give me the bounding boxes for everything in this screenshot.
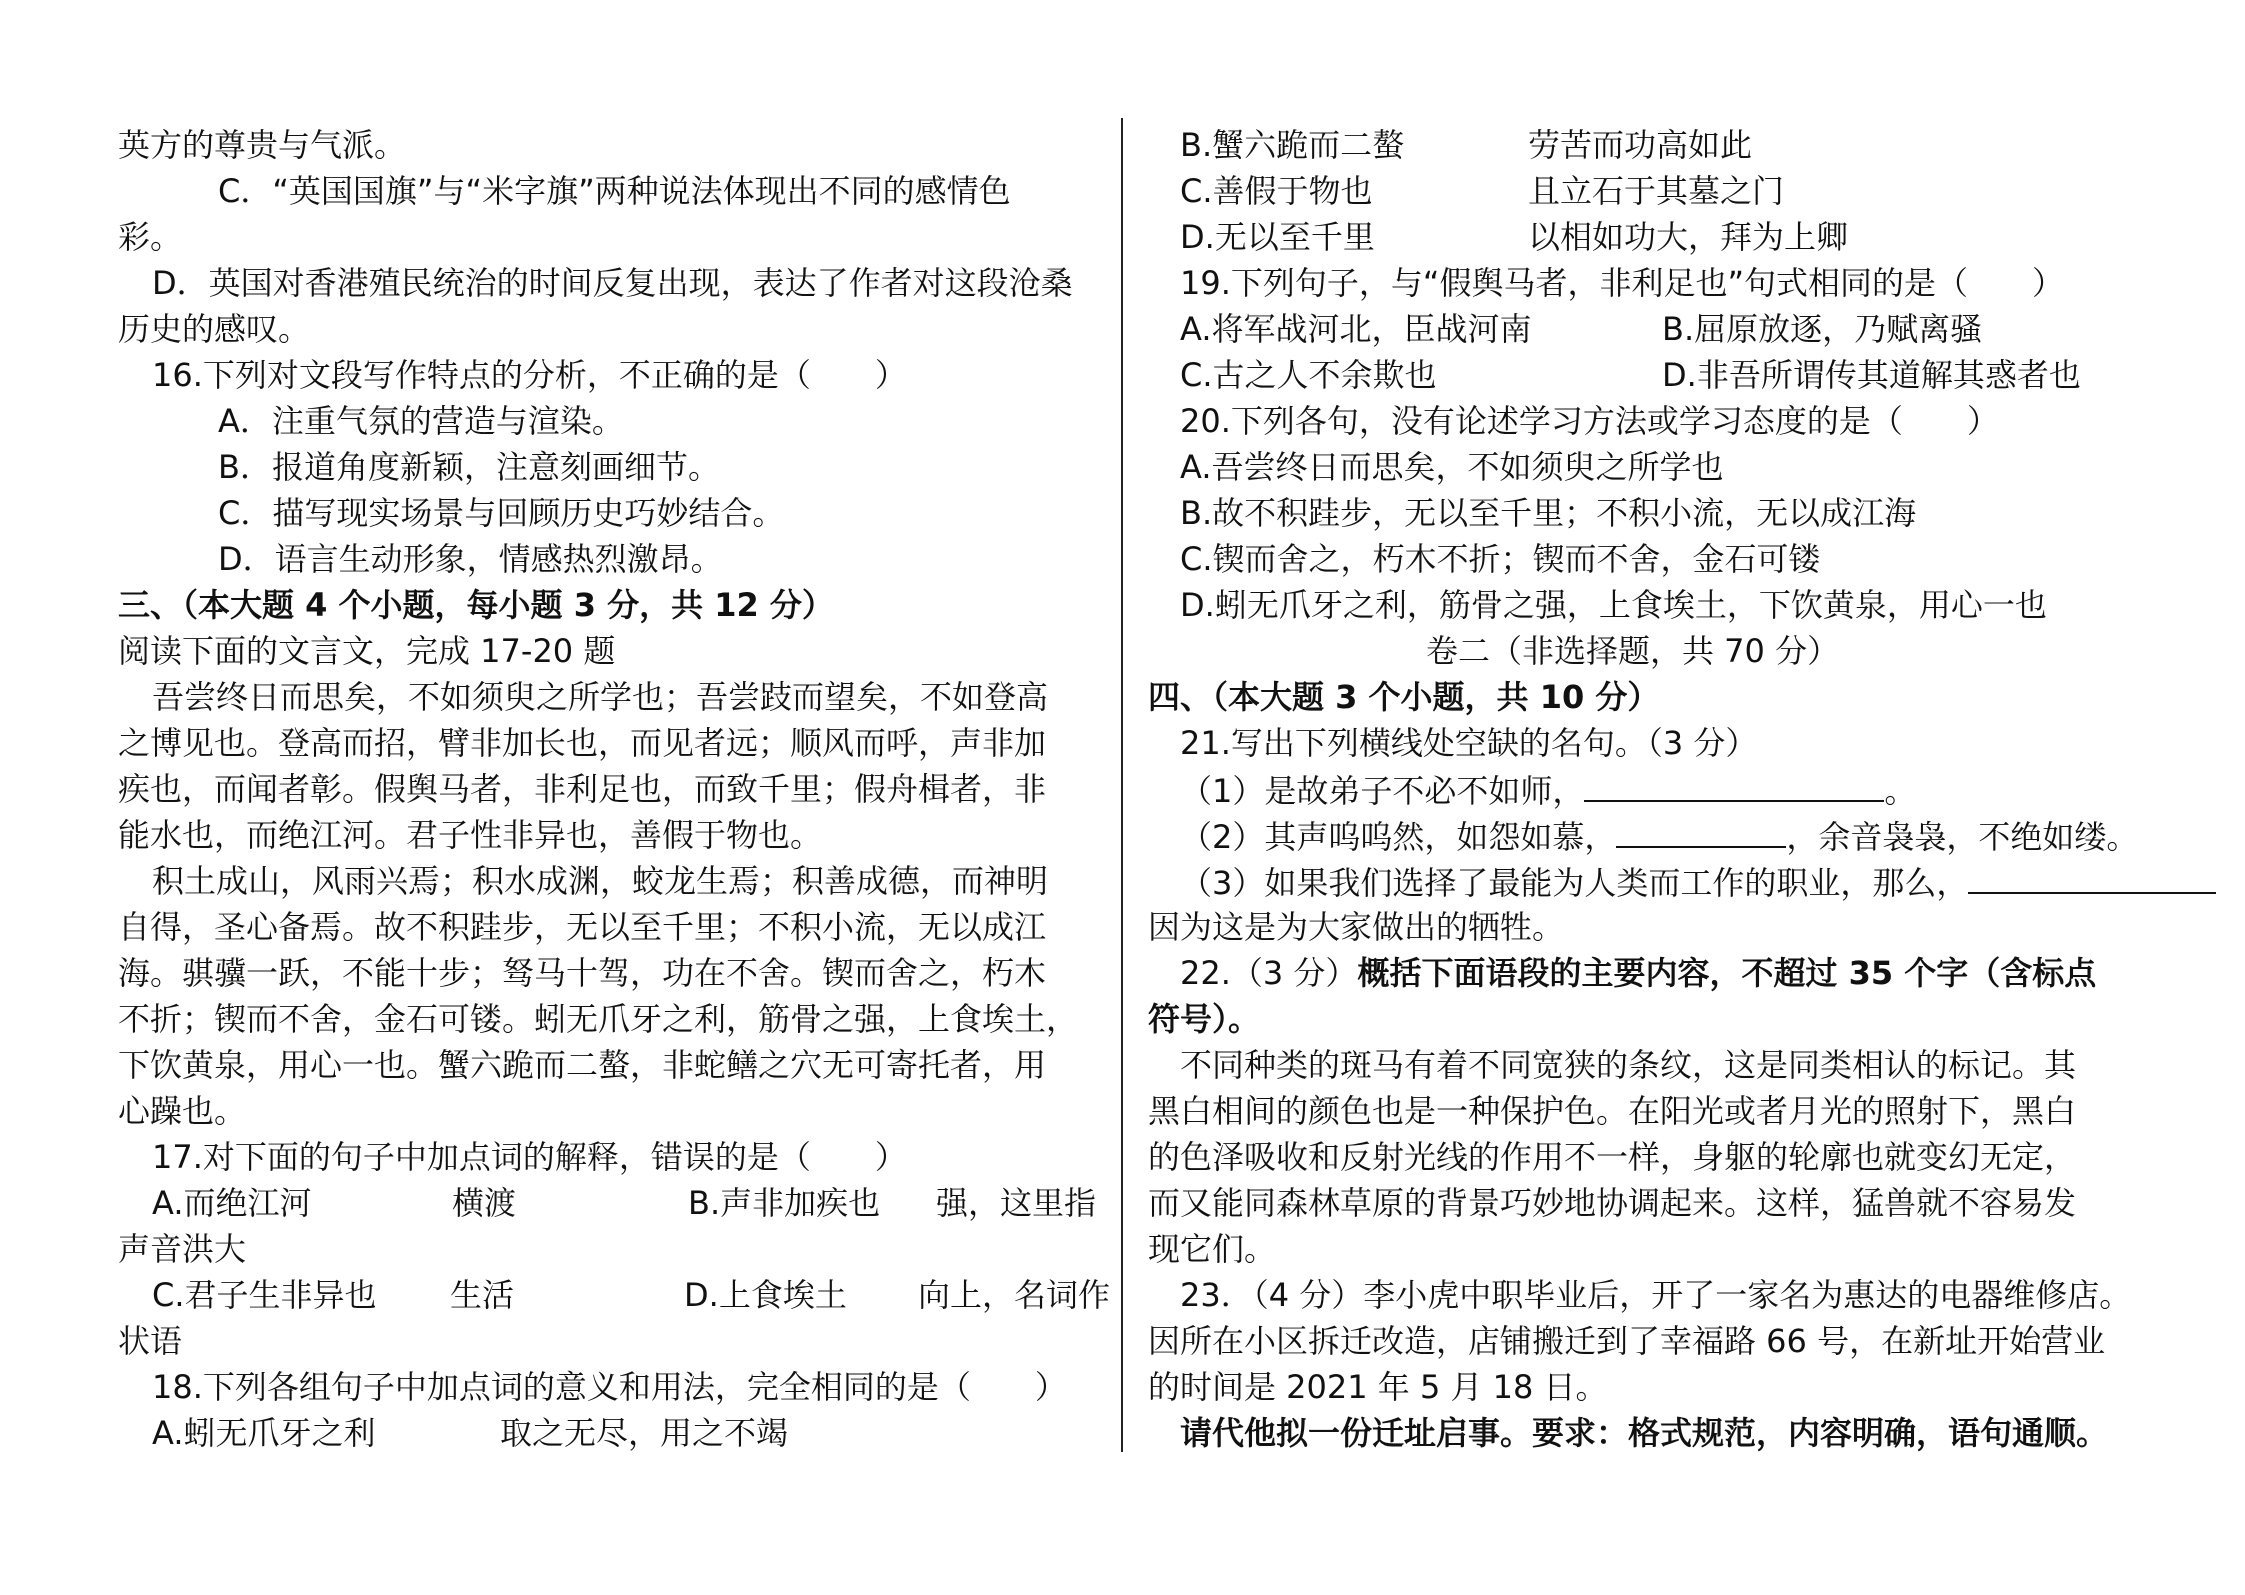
question-20: 20.下列各句，没有论述学习方法或学习态度的是（ ） <box>1180 402 1999 440</box>
option-b-pair: 劳苦而功高如此 <box>1528 126 1753 164</box>
option-a: A.将军战河北，臣战河南 <box>1180 310 1532 348</box>
option-a: A.吾尝终日而思矣，不如须臾之所学也 <box>1180 448 1724 486</box>
question-22-prompt-cont: 符号）。 <box>1148 1000 1261 1038</box>
section-heading-3: 三、（本大题 4 个小题，每小题 3 分，共 12 分） <box>118 586 834 624</box>
passage-line: 现它们。 <box>1148 1230 1277 1268</box>
text-line: 彩。 <box>118 218 183 256</box>
option-b: B.声非加疾也 <box>688 1184 881 1222</box>
passage-line: 不同种类的斑马有着不同宽狭的条纹，这是同类相认的标记。其 <box>1180 1046 2077 1084</box>
column-divider <box>1121 118 1123 1452</box>
option-b: B.屈原放逐，乃赋离骚 <box>1662 310 1983 348</box>
option-a-gloss: 横渡 <box>452 1184 517 1222</box>
option-a: A.而绝江河 <box>152 1184 312 1222</box>
item-2 <box>1180 812 2138 858</box>
passage-line: 海。骐骥一跃，不能十步；驽马十驾，功在不舍。锲而舍之，朽木 <box>118 954 1047 992</box>
option-a: A．注重气氛的营造与渲染。 <box>218 402 624 440</box>
passage-line: 疾也，而闻者彰。假舆马者，非利足也，而致千里；假舟楫者，非 <box>118 770 1047 808</box>
question-22-score: 22.（3 分） <box>1180 954 1358 992</box>
item-3 <box>1180 858 2216 904</box>
instruction: 阅读下面的文言文，完成 17-20 题 <box>118 632 616 670</box>
option-c: C．描写现实场景与回顾历史巧妙结合。 <box>218 494 785 532</box>
item-2-end: ，余音袅袅，不绝如缕。 <box>1786 818 2139 856</box>
option-c: C.善假于物也 <box>1180 172 1373 210</box>
passage-line: 不折；锲而不舍，金石可镂。蚓无爪牙之利，筋骨之强，上食埃土， <box>118 1000 1079 1038</box>
option-d-gloss-cont: 状语 <box>118 1322 183 1360</box>
item-2-text: （2）其声呜呜然，如怨如慕， <box>1180 818 1617 856</box>
passage-line: 心躁也。 <box>118 1092 247 1130</box>
option-d: D.上食埃土 <box>684 1276 847 1314</box>
item-1 <box>1180 766 1916 812</box>
question-23: 23．（4 分）李小虎中职毕业后，开了一家名为惠达的电器维修店。 <box>1180 1276 2132 1314</box>
option-d: D.无以至千里 <box>1180 218 1375 256</box>
option-b: B．报道角度新颖，注意刻画细节。 <box>218 448 720 486</box>
item-3-cont: 因为这是为大家做出的牺牲。 <box>1148 908 1565 946</box>
passage-line: 的色泽吸收和反射光线的作用不一样，身躯的轮廓也就变幻无定， <box>1148 1138 2077 1176</box>
passage-line: 自得，圣心备焉。故不积跬步，无以至千里；不积小流，无以成江 <box>118 908 1047 946</box>
option-c: C.君子生非异也 <box>152 1276 377 1314</box>
option-b-gloss-cont: 声音洪大 <box>118 1230 247 1268</box>
text-line: 英方的尊贵与气派。 <box>118 126 407 164</box>
option-b: B.蟹六跪而二螯 <box>1180 126 1405 164</box>
text-line: C．“英国国旗”与“米字旗”两种说法体现出不同的感情色 <box>218 172 1011 210</box>
passage-line: 能水也，而绝江河。君子性非异也，善假于物也。 <box>118 816 823 854</box>
option-a: A.蚓无爪牙之利 <box>152 1414 376 1452</box>
text-line: 历史的感叹。 <box>118 310 311 348</box>
passage-line: 吾尝终日而思矣，不如须臾之所学也；吾尝跂而望矣，不如登高 <box>152 678 1049 716</box>
option-c: C.古之人不余欺也 <box>1180 356 1437 394</box>
passage-line: 黑白相间的颜色也是一种保护色。在阳光或者月光的照射下，黑白 <box>1148 1092 2077 1130</box>
question-19: 19.下列句子，与“假舆马者，非利足也”句式相同的是（ ） <box>1180 264 2065 302</box>
text-line: D．英国对香港殖民统治的时间反复出现，表达了作者对这段沧桑 <box>152 264 1073 302</box>
option-c-gloss: 生活 <box>450 1276 515 1314</box>
question-16: 16.下列对文段写作特点的分析，不正确的是（ ） <box>152 356 907 394</box>
question-17: 17.对下面的句子中加点词的解释，错误的是（ ） <box>152 1138 907 1176</box>
option-d-pair: 以相如功大，拜为上卿 <box>1528 218 1849 256</box>
question-23-cont: 的时间是 2021 年 5 月 18 日。 <box>1148 1368 1608 1406</box>
item-1-end: 。 <box>1884 772 1917 810</box>
question-23-cont: 因所在小区拆迁改造，店铺搬迁到了幸福路 66 号，在新址开始营业 <box>1148 1322 2106 1360</box>
question-23-task: 请代他拟一份迁址启事。要求：格式规范，内容明确，语句通顺。 <box>1180 1414 2109 1452</box>
passage-line: 而又能同森林草原的背景巧妙地协调起来。这样，猛兽就不容易发 <box>1148 1184 2077 1222</box>
item-3-text: （3）如果我们选择了最能为人类而工作的职业，那么， <box>1180 864 1969 902</box>
answer-blank-2[interactable] <box>1616 812 1786 848</box>
answer-blank-1[interactable] <box>1584 766 1884 802</box>
option-a-pair: 取之无尽，用之不竭 <box>500 1414 789 1452</box>
question-22-prompt: 概括下面语段的主要内容，不超过 35 个字（含标点 <box>1357 954 2097 992</box>
section-heading-4: 四、（本大题 3 个小题，共 10 分） <box>1148 678 1660 716</box>
question-22 <box>1180 950 2096 996</box>
question-21: 21.写出下列横线处空缺的名句。（3 分） <box>1180 724 1758 762</box>
passage-line: 之博见也。登高而招，臂非加长也，而见者远；顺风而呼，声非加 <box>118 724 1047 762</box>
option-b: B.故不积跬步，无以至千里；不积小流，无以成江海 <box>1180 494 1917 532</box>
option-c-pair: 且立石于其墓之门 <box>1528 172 1785 210</box>
answer-blank-3[interactable] <box>1968 858 2216 894</box>
question-18: 18.下列各组句子中加点词的意义和用法，完全相同的是（ ） <box>152 1368 1067 1406</box>
option-d: D．语言生动形象，情感热烈激昂。 <box>218 540 723 578</box>
option-d: D.非吾所谓传其道解其惑者也 <box>1662 356 2081 394</box>
option-d: D.蚓无爪牙之利，筋骨之强，上食埃土，下饮黄泉，用心一也 <box>1180 586 2047 624</box>
option-c: C.锲而舍之，朽木不折；锲而不舍，金石可镂 <box>1180 540 1821 578</box>
part-two-title: 卷二（非选择题，共 70 分） <box>1426 632 1840 670</box>
option-d-gloss: 向上，名词作 <box>918 1276 1111 1314</box>
passage-line: 下饮黄泉，用心一也。蟹六跪而二螯，非蛇鳝之穴无可寄托者，用 <box>118 1046 1047 1084</box>
item-1-text: （1）是故弟子不必不如师， <box>1180 772 1585 810</box>
passage-line: 积土成山，风雨兴焉；积水成渊，蛟龙生焉；积善成德，而神明 <box>152 862 1049 900</box>
option-b-gloss: 强，这里指 <box>936 1184 1097 1222</box>
